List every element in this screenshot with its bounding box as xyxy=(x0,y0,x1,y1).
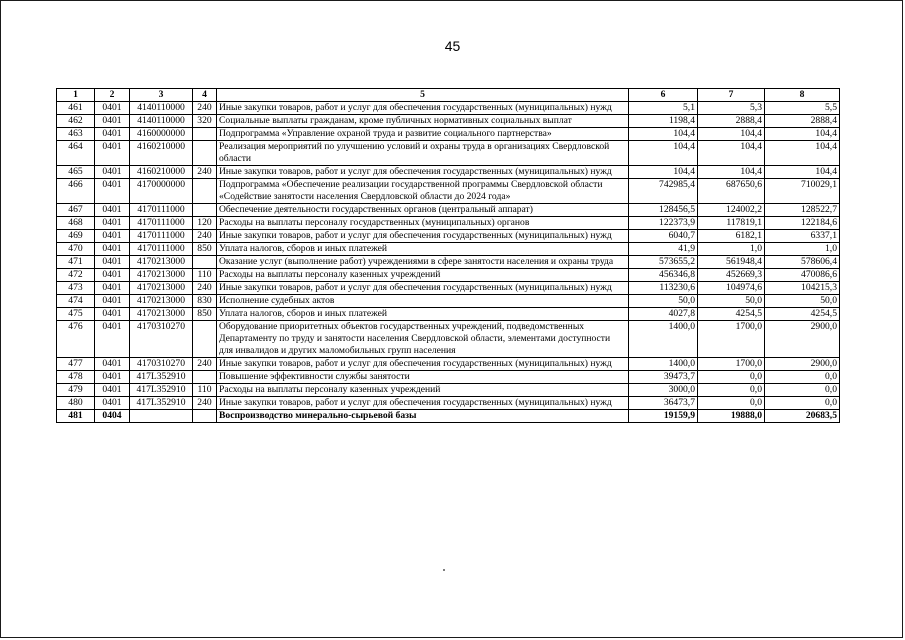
row-number-cell: 477 xyxy=(57,358,95,371)
amount-col-8-cell: 104,4 xyxy=(765,166,840,179)
expense-type-cell: 110 xyxy=(193,384,217,397)
row-number-cell: 475 xyxy=(57,308,95,321)
expense-type-cell xyxy=(193,128,217,141)
table-row xyxy=(57,295,840,308)
description-cell: Иные закупки товаров, работ и услуг для обеспечения государственных (муниципальных) нужд xyxy=(217,102,629,115)
amount-col-6-cell: 39473,7 xyxy=(629,371,698,384)
expense-type-cell: 120 xyxy=(193,217,217,230)
amount-col-6-cell: 19159,9 xyxy=(629,410,698,423)
table-row xyxy=(57,166,840,179)
table-row xyxy=(57,397,840,410)
amount-col-8-cell: 50,0 xyxy=(765,295,840,308)
description-cell: Уплата налогов, сборов и иных платежей xyxy=(217,243,629,256)
table-row xyxy=(57,321,840,358)
expense-type-cell: 240 xyxy=(193,358,217,371)
description-cell: Уплата налогов, сборов и иных платежей xyxy=(217,308,629,321)
expense-type-cell xyxy=(193,256,217,269)
amount-col-7-cell: 452669,3 xyxy=(698,269,765,282)
description-cell: Оборудование приоритетных объектов государственных учреждений, подведомственных Департаменту по труду и занятости населения Свердловской области, элементами доступности для инвалидов и других маломобильных групп населения xyxy=(217,321,629,358)
amount-col-6-cell: 1400,0 xyxy=(629,358,698,371)
amount-col-8-cell: 0,0 xyxy=(765,384,840,397)
amount-col-6-cell: 122373,9 xyxy=(629,217,698,230)
target-code-cell: 4170111000 xyxy=(130,217,193,230)
header-col-2: 2 xyxy=(95,89,130,102)
amount-col-7-cell: 1700,0 xyxy=(698,358,765,371)
target-code-cell: 4170111000 xyxy=(130,230,193,243)
amount-col-6-cell: 128456,5 xyxy=(629,204,698,217)
target-code-cell: 417L352910 xyxy=(130,384,193,397)
amount-col-8-cell: 710029,1 xyxy=(765,179,840,204)
amount-col-7-cell: 19888,0 xyxy=(698,410,765,423)
row-number-cell: 465 xyxy=(57,166,95,179)
expense-type-cell: 850 xyxy=(193,243,217,256)
target-code-cell: 4160210000 xyxy=(130,141,193,166)
target-code-cell xyxy=(130,410,193,423)
amount-col-8-cell: 2900,0 xyxy=(765,321,840,358)
table-row xyxy=(57,371,840,384)
amount-col-7-cell: 4254,5 xyxy=(698,308,765,321)
amount-col-7-cell: 687650,6 xyxy=(698,179,765,204)
section-code-cell: 0401 xyxy=(95,256,130,269)
amount-col-6-cell: 104,4 xyxy=(629,166,698,179)
amount-col-8-cell: 470086,6 xyxy=(765,269,840,282)
amount-col-7-cell: 124002,2 xyxy=(698,204,765,217)
amount-col-7-cell: 1700,0 xyxy=(698,321,765,358)
amount-col-6-cell: 1400,0 xyxy=(629,321,698,358)
table-row xyxy=(57,358,840,371)
description-cell: Иные закупки товаров, работ и услуг для обеспечения государственных (муниципальных) нужд xyxy=(217,282,629,295)
amount-col-7-cell: 0,0 xyxy=(698,397,765,410)
description-cell: Обеспечение деятельности государственных органов (центральный аппарат) xyxy=(217,204,629,217)
target-code-cell: 4170111000 xyxy=(130,243,193,256)
section-code-cell: 0401 xyxy=(95,128,130,141)
amount-col-7-cell: 6182,1 xyxy=(698,230,765,243)
expense-type-cell: 320 xyxy=(193,115,217,128)
amount-col-8-cell: 122184,6 xyxy=(765,217,840,230)
header-col-3: 3 xyxy=(130,89,193,102)
header-col-6: 6 xyxy=(629,89,698,102)
row-number-cell: 461 xyxy=(57,102,95,115)
table-body xyxy=(57,102,840,423)
table-row xyxy=(57,115,840,128)
description-cell: Исполнение судебных актов xyxy=(217,295,629,308)
table-row xyxy=(57,384,840,397)
expense-type-cell: 240 xyxy=(193,230,217,243)
row-number-cell: 476 xyxy=(57,321,95,358)
amount-col-7-cell: 50,0 xyxy=(698,295,765,308)
target-code-cell: 4160210000 xyxy=(130,166,193,179)
section-code-cell: 0401 xyxy=(95,141,130,166)
description-cell: Иные закупки товаров, работ и услуг для обеспечения государственных (муниципальных) нужд xyxy=(217,397,629,410)
amount-col-6-cell: 456346,8 xyxy=(629,269,698,282)
expense-type-cell: 830 xyxy=(193,295,217,308)
section-code-cell: 0401 xyxy=(95,295,130,308)
section-code-cell: 0401 xyxy=(95,371,130,384)
description-cell: Воспроизводство минерально-сырьевой базы xyxy=(217,410,629,423)
section-code-cell: 0401 xyxy=(95,282,130,295)
target-code-cell: 4170111000 xyxy=(130,204,193,217)
amount-col-8-cell: 578606,4 xyxy=(765,256,840,269)
section-code-cell: 0401 xyxy=(95,243,130,256)
amount-col-6-cell: 5,1 xyxy=(629,102,698,115)
target-code-cell: 4170000000 xyxy=(130,179,193,204)
row-number-cell: 469 xyxy=(57,230,95,243)
row-number-cell: 462 xyxy=(57,115,95,128)
amount-col-8-cell: 104,4 xyxy=(765,128,840,141)
amount-col-8-cell: 104,4 xyxy=(765,141,840,166)
expense-type-cell xyxy=(193,410,217,423)
amount-col-8-cell: 2888,4 xyxy=(765,115,840,128)
section-code-cell: 0401 xyxy=(95,358,130,371)
expense-type-cell xyxy=(193,204,217,217)
budget-table xyxy=(56,88,840,423)
expense-type-cell: 110 xyxy=(193,269,217,282)
expense-type-cell xyxy=(193,371,217,384)
expense-type-cell xyxy=(193,321,217,358)
expense-type-cell: 240 xyxy=(193,102,217,115)
expense-type-cell: 240 xyxy=(193,397,217,410)
section-code-cell: 0401 xyxy=(95,179,130,204)
amount-col-6-cell: 4027,8 xyxy=(629,308,698,321)
amount-col-6-cell: 1198,4 xyxy=(629,115,698,128)
table-row xyxy=(57,308,840,321)
target-code-cell: 4160000000 xyxy=(130,128,193,141)
target-code-cell: 4170213000 xyxy=(130,256,193,269)
table-row xyxy=(57,230,840,243)
expense-type-cell: 240 xyxy=(193,282,217,295)
target-code-cell: 4140110000 xyxy=(130,115,193,128)
amount-col-6-cell: 104,4 xyxy=(629,141,698,166)
section-code-cell: 0401 xyxy=(95,217,130,230)
section-code-cell: 0401 xyxy=(95,204,130,217)
amount-col-7-cell: 104,4 xyxy=(698,166,765,179)
amount-col-7-cell: 5,3 xyxy=(698,102,765,115)
amount-col-6-cell: 6040,7 xyxy=(629,230,698,243)
table-row xyxy=(57,269,840,282)
row-number-cell: 470 xyxy=(57,243,95,256)
row-number-cell: 473 xyxy=(57,282,95,295)
scan-speck xyxy=(443,569,445,571)
expense-type-cell xyxy=(193,179,217,204)
amount-col-8-cell: 5,5 xyxy=(765,102,840,115)
table-row xyxy=(57,128,840,141)
section-code-cell: 0404 xyxy=(95,410,130,423)
table-row xyxy=(57,410,840,423)
row-number-cell: 479 xyxy=(57,384,95,397)
description-cell: Оказание услуг (выполнение работ) учреждениями в сфере занятости населения и охраны труда xyxy=(217,256,629,269)
header-col-8: 8 xyxy=(765,89,840,102)
header-col-1: 1 xyxy=(57,89,95,102)
amount-col-7-cell: 104974,6 xyxy=(698,282,765,295)
description-cell: Расходы на выплаты персоналу казенных учреждений xyxy=(217,384,629,397)
amount-col-6-cell: 36473,7 xyxy=(629,397,698,410)
row-number-cell: 472 xyxy=(57,269,95,282)
table-row xyxy=(57,179,840,204)
table-row xyxy=(57,141,840,166)
amount-col-7-cell: 117819,1 xyxy=(698,217,765,230)
description-cell: Иные закупки товаров, работ и услуг для обеспечения государственных (муниципальных) нужд xyxy=(217,230,629,243)
row-number-cell: 468 xyxy=(57,217,95,230)
table-header-row xyxy=(57,89,840,102)
amount-col-7-cell: 0,0 xyxy=(698,384,765,397)
row-number-cell: 463 xyxy=(57,128,95,141)
section-code-cell: 0401 xyxy=(95,384,130,397)
description-cell: Повышение эффективности службы занятости xyxy=(217,371,629,384)
row-number-cell: 464 xyxy=(57,141,95,166)
description-cell: Иные закупки товаров, работ и услуг для обеспечения государственных (муниципальных) нужд xyxy=(217,166,629,179)
target-code-cell: 4170213000 xyxy=(130,308,193,321)
amount-col-6-cell: 573655,2 xyxy=(629,256,698,269)
amount-col-6-cell: 41,9 xyxy=(629,243,698,256)
amount-col-7-cell: 2888,4 xyxy=(698,115,765,128)
amount-col-6-cell: 742985,4 xyxy=(629,179,698,204)
target-code-cell: 417L352910 xyxy=(130,371,193,384)
expense-type-cell: 850 xyxy=(193,308,217,321)
row-number-cell: 467 xyxy=(57,204,95,217)
page-number: 45 xyxy=(444,38,461,54)
row-number-cell: 466 xyxy=(57,179,95,204)
description-cell: Расходы на выплаты персоналу государственных (муниципальных) органов xyxy=(217,217,629,230)
header-col-7: 7 xyxy=(698,89,765,102)
description-cell: Социальные выплаты гражданам, кроме публичных нормативных социальных выплат xyxy=(217,115,629,128)
target-code-cell: 4170213000 xyxy=(130,269,193,282)
amount-col-6-cell: 104,4 xyxy=(629,128,698,141)
target-code-cell: 4140110000 xyxy=(130,102,193,115)
description-cell: Расходы на выплаты персоналу казенных учреждений xyxy=(217,269,629,282)
description-cell: Иные закупки товаров, работ и услуг для обеспечения государственных (муниципальных) нужд xyxy=(217,358,629,371)
table-row xyxy=(57,256,840,269)
section-code-cell: 0401 xyxy=(95,321,130,358)
amount-col-8-cell: 0,0 xyxy=(765,397,840,410)
amount-col-6-cell: 3000,0 xyxy=(629,384,698,397)
amount-col-7-cell: 1,0 xyxy=(698,243,765,256)
amount-col-8-cell: 4254,5 xyxy=(765,308,840,321)
amount-col-8-cell: 128522,7 xyxy=(765,204,840,217)
target-code-cell: 4170213000 xyxy=(130,282,193,295)
amount-col-7-cell: 104,4 xyxy=(698,141,765,166)
table-row xyxy=(57,217,840,230)
description-cell: Подпрограмма «Управление охраной труда и развитие социального партнерства» xyxy=(217,128,629,141)
description-cell: Подпрограмма «Обеспечение реализации государственной программы Свердловской области «Содействие занятости населения Свердловской области до 2024 года» xyxy=(217,179,629,204)
description-cell: Реализация мероприятий по улучшению условий и охраны труда в организациях Свердловской области xyxy=(217,141,629,166)
amount-col-8-cell: 6337,1 xyxy=(765,230,840,243)
expense-type-cell xyxy=(193,141,217,166)
section-code-cell: 0401 xyxy=(95,115,130,128)
row-number-cell: 478 xyxy=(57,371,95,384)
section-code-cell: 0401 xyxy=(95,230,130,243)
section-code-cell: 0401 xyxy=(95,269,130,282)
table-row xyxy=(57,282,840,295)
section-code-cell: 0401 xyxy=(95,102,130,115)
header-col-5: 5 xyxy=(217,89,629,102)
amount-col-8-cell: 0,0 xyxy=(765,371,840,384)
amount-col-8-cell: 104215,3 xyxy=(765,282,840,295)
table-row xyxy=(57,243,840,256)
row-number-cell: 474 xyxy=(57,295,95,308)
row-number-cell: 471 xyxy=(57,256,95,269)
target-code-cell: 4170213000 xyxy=(130,295,193,308)
amount-col-8-cell: 2900,0 xyxy=(765,358,840,371)
expense-type-cell: 240 xyxy=(193,166,217,179)
target-code-cell: 4170310270 xyxy=(130,358,193,371)
table-row xyxy=(57,204,840,217)
amount-col-7-cell: 0,0 xyxy=(698,371,765,384)
amount-col-8-cell: 20683,5 xyxy=(765,410,840,423)
target-code-cell: 4170310270 xyxy=(130,321,193,358)
section-code-cell: 0401 xyxy=(95,166,130,179)
amount-col-6-cell: 50,0 xyxy=(629,295,698,308)
amount-col-8-cell: 1,0 xyxy=(765,243,840,256)
row-number-cell: 480 xyxy=(57,397,95,410)
amount-col-7-cell: 104,4 xyxy=(698,128,765,141)
row-number-cell: 481 xyxy=(57,410,95,423)
section-code-cell: 0401 xyxy=(95,397,130,410)
header-col-4: 4 xyxy=(193,89,217,102)
amount-col-7-cell: 561948,4 xyxy=(698,256,765,269)
target-code-cell: 417L352910 xyxy=(130,397,193,410)
amount-col-6-cell: 113230,6 xyxy=(629,282,698,295)
table-row xyxy=(57,102,840,115)
section-code-cell: 0401 xyxy=(95,308,130,321)
